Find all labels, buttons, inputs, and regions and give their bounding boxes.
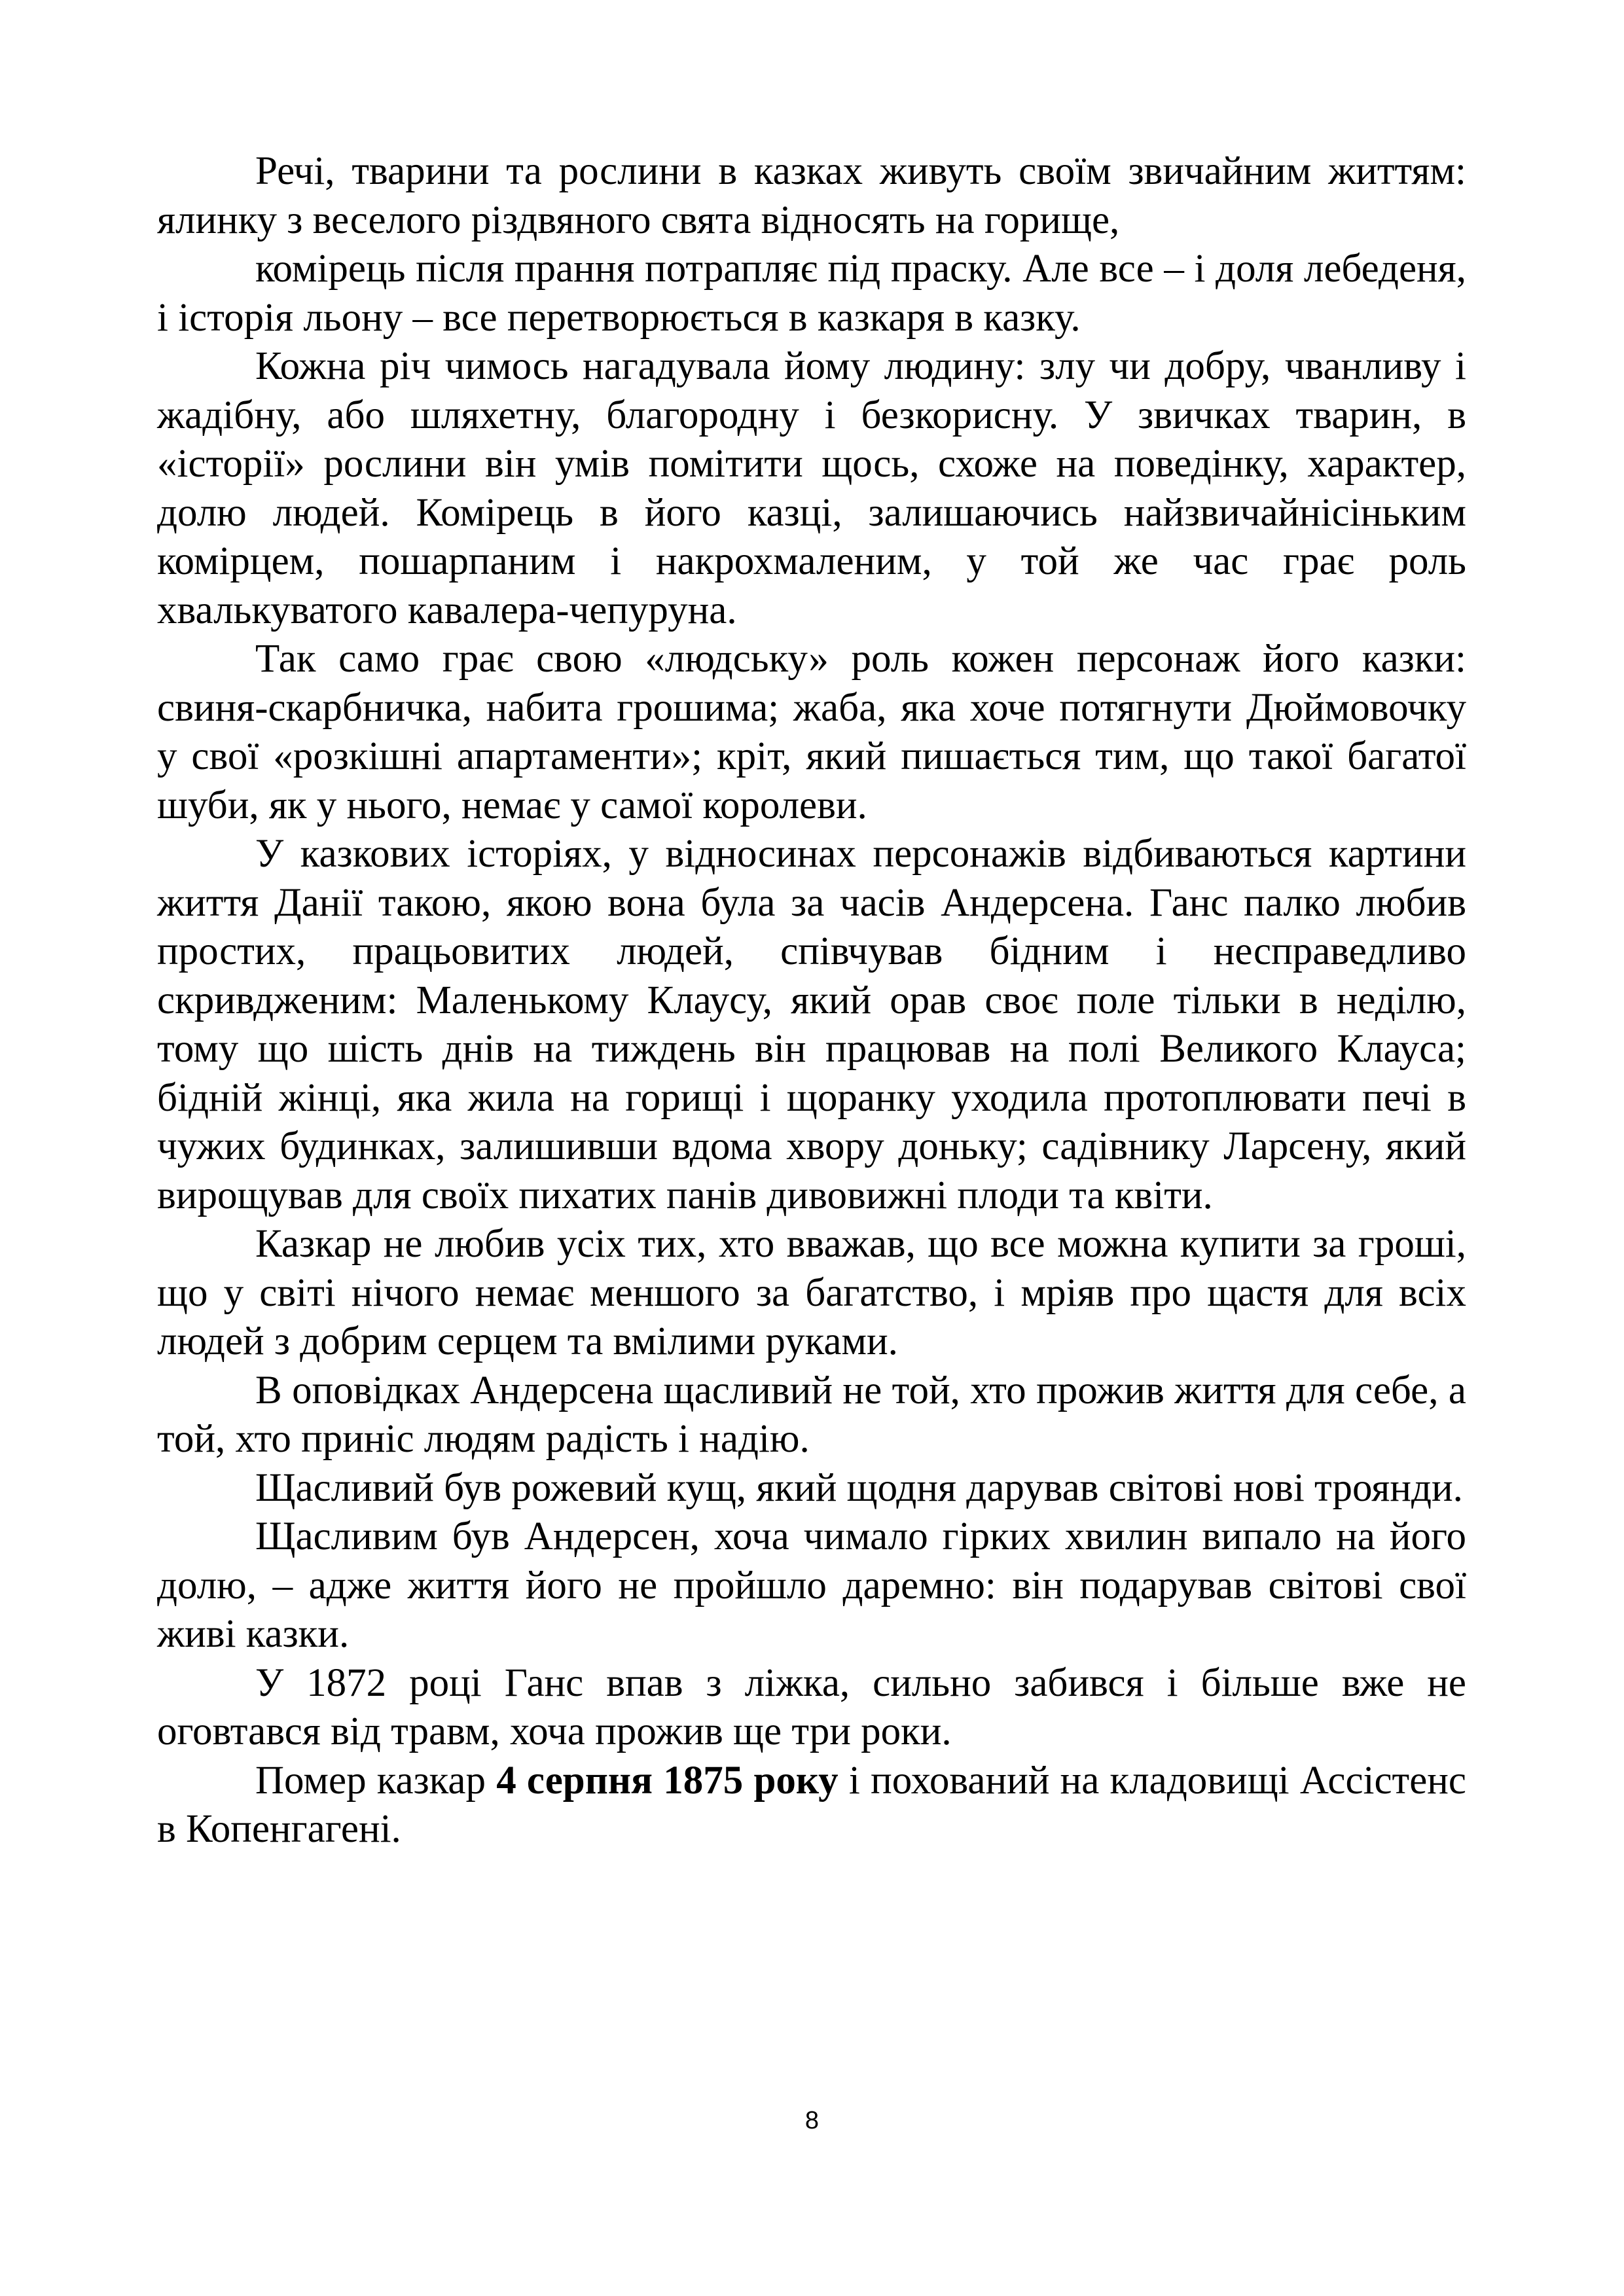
paragraph-3: Кожна річ чимось нагадувала йому людину: злу чи добру, чванливу і жадібну, або шляхетну, благородну і безкорисну. У звичках тварин, в «історії» рослини він умів помітити щось, схоже на поведінку, характер, долю людей. Комірець в його казці, залишаючись найзвичайнісіньким комірцем, пошарпаним і накрохмаленим, у той же час грає роль хвалькуватого кавалера-чепуруна. [157, 344, 1466, 632]
paragraph-2: комірець після прання потрапляє під праску. Але все – і доля лебеденя, і історія льону – все перетворюється в казкаря в казку. [157, 247, 1466, 340]
paragraph-9: Щасливим був Андерсен, хоча чимало гірких хвилин випало на його долю, – адже життя його не пройшло даремно: він подарував світові свої живі казки. [157, 1515, 1466, 1656]
paragraph-11 [157, 1757, 1466, 1854]
paragraph-10: У 1872 році Ганс впав з ліжка, сильно забився і більше вже не оговтався від травм, хоча прожив ще три роки. [157, 1660, 1466, 1753]
page-number: 8 [804, 2107, 820, 2134]
paragraph-7: В оповідках Андерсена щасливий не той, хто прожив життя для себе, а той, хто приніс людям радість і надію. [157, 1368, 1466, 1461]
paragraph-4: Так само грає свою «людську» роль кожен персонаж його казки: свиня-скарбничка, набита грошима; жаба, яка хоче потягнути Дюймовочку у свої «розкішні апартаменти»; кріт, який пишається тим, що такої багатої шуби, як у нього, немає у самої королеви. [157, 637, 1466, 827]
paragraph-5: У казкових історіях, у відносинах персонажів відбиваються картини життя Данії такою, якою вона була за часів Андерсена. Ганс палко любив простих, працьовитих людей, співчував бідним і несправедливо скривдженим: Маленькому Клаусу, який орав своє поле тільки в неділю, тому що шість днів на тиждень він працював на полі Великого Клауса; бідній жінці, яка жила на горищі і щоранку уходила протоплювати печі в чужих будинках, залишивши вдома хвору доньку; садівнику Ларсену, який вирощував для своїх пихатих панів дивовижні плоди та квіти. [157, 832, 1466, 1217]
paragraph-11-after: і похований на кладовищі Ассістенс в Копенгагені. [157, 1758, 1466, 1851]
death-date: 4 серпня 1875 року [496, 1758, 839, 1803]
paragraph-6: Казкар не любив усіх тих, хто вважав, що все можна купити за гроші, що у світі нічого немає меншого за багатство, і мріяв про щастя для всіх людей з добрим серцем та вмілими руками. [157, 1222, 1466, 1363]
page-body [157, 147, 1466, 1854]
paragraph-11-before: Помер казкар [255, 1758, 497, 1803]
paragraph-8: Щасливий був рожевий кущ, який щодня дарував світові нові троянди. [255, 1465, 1463, 1510]
paragraph-1: Речі, тварини та рослини в казках живуть своїм звичайним життям: ялинку з веселого різдвяного свята відносять на горище, [157, 149, 1466, 242]
